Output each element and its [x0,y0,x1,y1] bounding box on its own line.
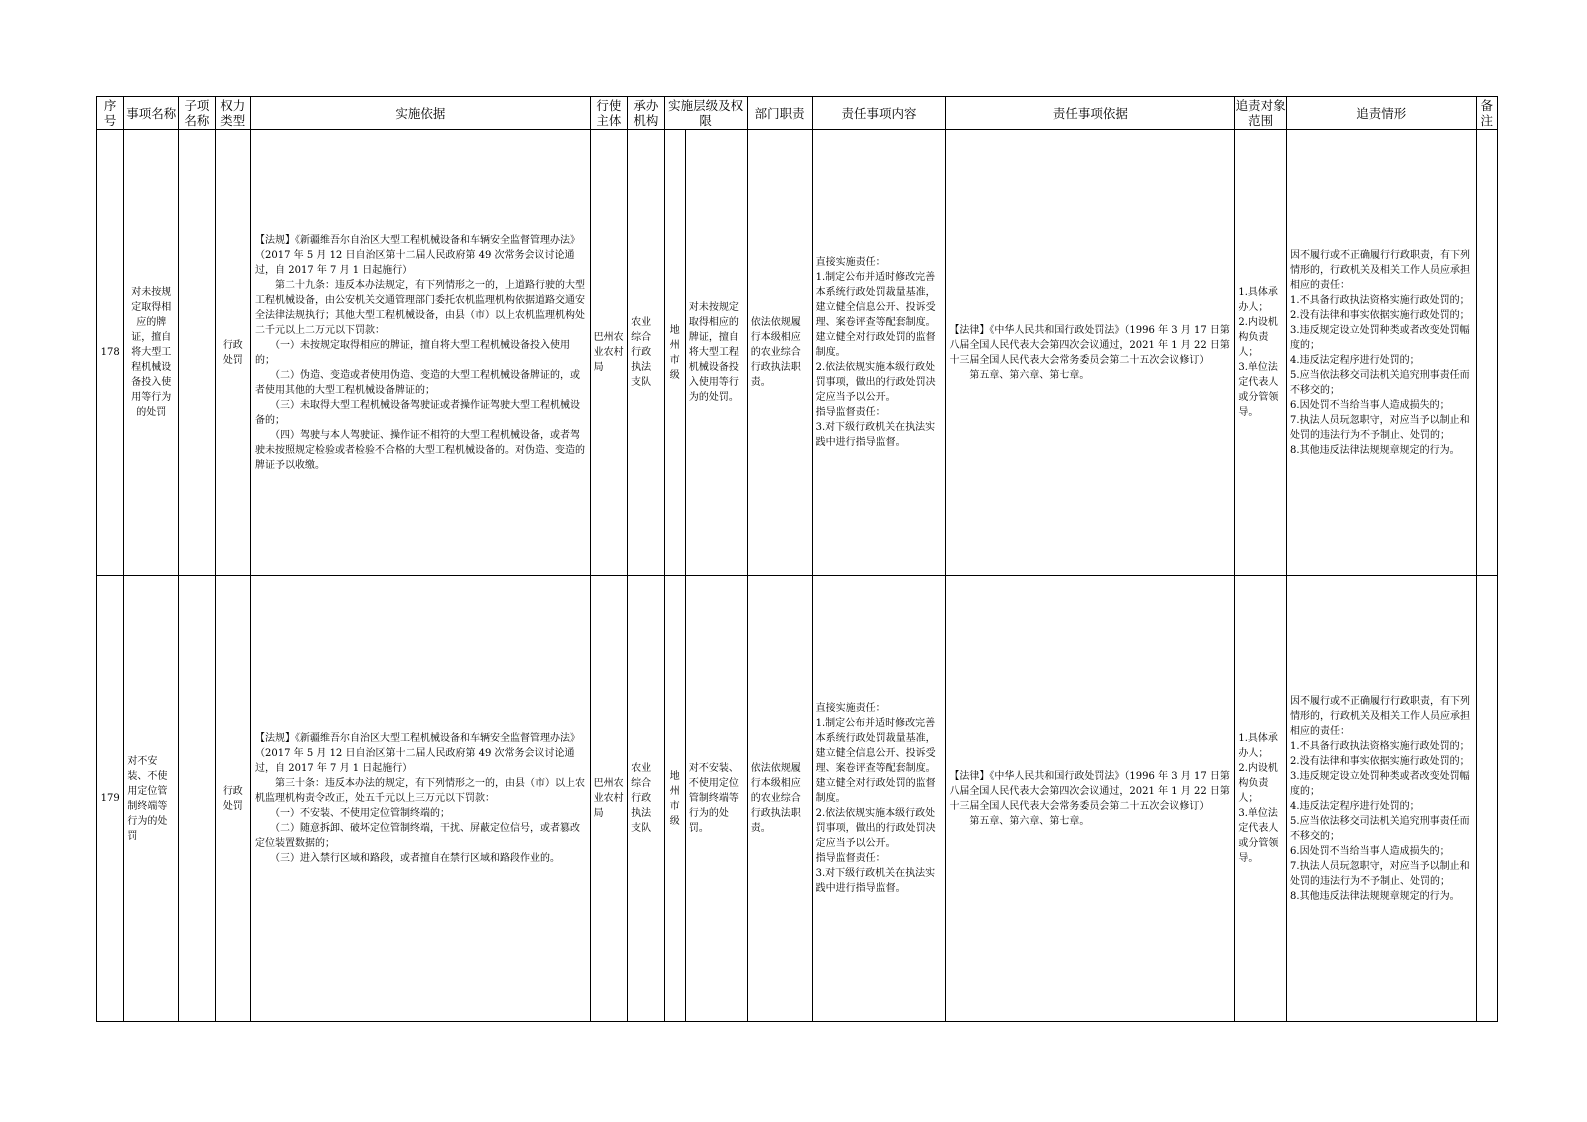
header-sub-item: 子项名称 [179,97,215,130]
cell-level-desc: 对不安装、不使用定位管制终端等行为的处罚。 [685,576,747,1022]
resp-basis-chapters: 第五章、第六章、第七章。 [949,369,1090,381]
header-subject: 行使主体 [590,97,628,130]
basis-body: 第二十九条：违反本办法规定，有下列情形之一的，上道路行驶的大型工程机械设备，由公安机关交通管理部门委托农机监理机构依据道路交通安全法律法规执行；其他大型工程机械设备，由县（市）以上农机监理机构处二千元以上二万元以下罚款： （一）未按规定取得相应的牌证，擅自将大型工程机械设备投入使用的； （二）伪造、变造或者使用伪造、变造的大型工程机械设备牌证的，或者使用其他的大型工程机械设备牌证的； （三）未取得大型工程机械设备驾驶证或者操作证驾驶大型工程机械设备的； （四）驾驶与本人驾驶证、操作证不相符的大型工程机械设备，或者驾驶未按照规定检验或者检验不合格的大型工程机械设备的。对伪造、变造的牌证予以收缴。 [255,279,586,471]
cell-item-name: 对未按规定取得相应的牌证，擅自将大型工程机械设备投入使用等行为的处罚 [124,130,179,576]
header-seq: 序号 [97,97,124,130]
resp-basis-law: 【法律】《中华人民共和国行政处罚法》（1996 年 3 月 17 日第八届全国人民代表大会第四次会议通过，2021 年 1 月 22 日第十三届全国人民代表大会常务委员会第二十五次会议修订） [949,324,1230,366]
header-basis: 实施依据 [251,97,591,130]
cell-duty: 依法依规履行本级相应的农业综合行政执法职责。 [747,576,812,1022]
cell-level-desc: 对未按规定取得相应的牌证，擅自将大型工程机械设备投入使用等行为的处罚。 [685,130,747,576]
cell-note [1476,576,1497,1022]
header-agency: 承办机构 [628,97,664,130]
header-row [97,97,1498,130]
cell-sub-item [179,130,215,576]
cell-situation: 因不履行或不正确履行行政职责，有下列情形的，行政机关及相关工作人员应承担相应的责任： 1.不具备行政执法资格实施行政处罚的； 2.没有法律和事实依据实施行政处罚的； 3.违反规定设立处罚种类或者改变处罚幅度的； 4.违反法定程序进行处罚的； 5.应当依法移交司法机关追究刑事责任而不移交的； 6.因处罚不当给当事人造成损失的； 7.执法人员玩忽职守，对应当予以制止和处罚的违法行为不予制止、处罚的； 8.其他违反法律法规规章规定的行为。 [1287,576,1477,1022]
header-note: 备注 [1476,97,1497,130]
cell-situation: 因不履行或不正确履行行政职责，有下列情形的，行政机关及相关工作人员应承担相应的责任： 1.不具备行政执法资格实施行政处罚的； 2.没有法律和事实依据实施行政处罚的； 3.违反规定设立处罚种类或者改变处罚幅度的； 4.违反法定程序进行处罚的； 5.应当依法移交司法机关追究刑事责任而不移交的； 6.因处罚不当给当事人造成损失的； 7.执法人员玩忽职守，对应当予以制止和处罚的违法行为不予制止、处罚的； 8.其他违反法律法规规章规定的行为。 [1287,130,1477,576]
basis-intro: 【法规】《新疆维吾尔自治区大型工程机械设备和车辆安全监督管理办法》（2017 年 5 月 12 日自治区第十二届人民政府第 49 次常务会议讨论通过，自 2017 年 7 月 1 日起施行） [255,733,581,774]
basis-intro: 【法规】《新疆维吾尔自治区大型工程机械设备和车辆安全监督管理办法》（2017 年 5 月 12 日自治区第十二届人民政府第 49 次常务会议讨论通过，自 2017 年 7 月 1 日起施行） [255,234,581,276]
header-level: 实施层级及权限 [664,97,747,130]
header-resp-content: 责任事项内容 [812,97,946,130]
cell-level: 地州市级 [664,576,685,1022]
header-item-name: 事项名称 [124,97,179,130]
cell-scope: 1.具体承办人； 2.内设机构负责人； 3.单位法定代表人或分管领导。 [1235,576,1287,1022]
resp-basis-law: 【法律】《中华人民共和国行政处罚法》（1996 年 3 月 17 日第八届全国人民代表大会第四次会议通过，2021 年 1 月 22 日第十三届全国人民代表大会常务委员会第二十五次会议修订） [949,770,1230,812]
header-duty: 部门职责 [747,97,812,130]
cell-sub-item [179,576,215,1022]
table-row [97,130,1498,576]
cell-seq: 178 [97,130,124,576]
responsibility-table [96,96,1498,1022]
cell-basis [251,576,591,1022]
cell-agency: 农业综合行政执法支队 [628,576,664,1022]
cell-resp-basis [946,576,1235,1022]
cell-agency: 农业综合行政执法支队 [628,130,664,576]
basis-body: 第三十条：违反本办法的规定，有下列情形之一的，由县（市）以上农机监理机构责令改正，处五千元以上三万元以下罚款： （一）不安装、不使用定位管制终端的； （二）随意拆卸、破坏定位管制终端，干扰、屏蔽定位信号，或者篡改定位装置数据的； （三）进入禁行区域和路段，或者擅自在禁行区域和路段作业的。 [255,778,586,864]
header-power-type: 权力类型 [215,97,250,130]
cell-power-type: 行政处罚 [215,576,250,1022]
cell-resp-content: 直接实施责任： 1.制定公布并适时修改完善本系统行政处罚裁量基准，建立健全信息公开、投诉受理、案卷评查等配套制度。建立健全对行政处罚的监督制度。 2.依法依规实施本级行政处罚事项，做出的行政处罚决定应当予以公开。 指导监督责任： 3.对下级行政机关在执法实践中进行指导监督。 [812,576,946,1022]
cell-basis [251,130,591,576]
cell-resp-content: 直接实施责任： 1.制定公布并适时修改完善本系统行政处罚裁量基准，建立健全信息公开、投诉受理、案卷评查等配套制度。建立健全对行政处罚的监督制度。 2.依法依规实施本级行政处罚事项，做出的行政处罚决定应当予以公开。 指导监督责任： 3.对下级行政机关在执法实践中进行指导监督。 [812,130,946,576]
header-situation: 追责情形 [1287,97,1477,130]
cell-subject: 巴州农业农村局 [590,130,628,576]
resp-basis-chapters: 第五章、第六章、第七章。 [949,815,1090,827]
cell-power-type: 行政处罚 [215,130,250,576]
cell-duty: 依法依规履行本级相应的农业综合行政执法职责。 [747,130,812,576]
table-row [97,576,1498,1022]
cell-scope: 1.具体承办人； 2.内设机构负责人； 3.单位法定代表人或分管领导。 [1235,130,1287,576]
header-scope: 追责对象范围 [1235,98,1286,128]
cell-resp-basis [946,130,1235,576]
cell-item-name: 对不安装、不使用定位管制终端等行为的处罚 [124,576,179,1022]
cell-level: 地州市级 [664,130,685,576]
cell-note [1476,130,1497,576]
cell-subject: 巴州农业农村局 [590,576,628,1022]
cell-seq: 179 [97,576,124,1022]
header-resp-basis: 责任事项依据 [946,97,1235,130]
